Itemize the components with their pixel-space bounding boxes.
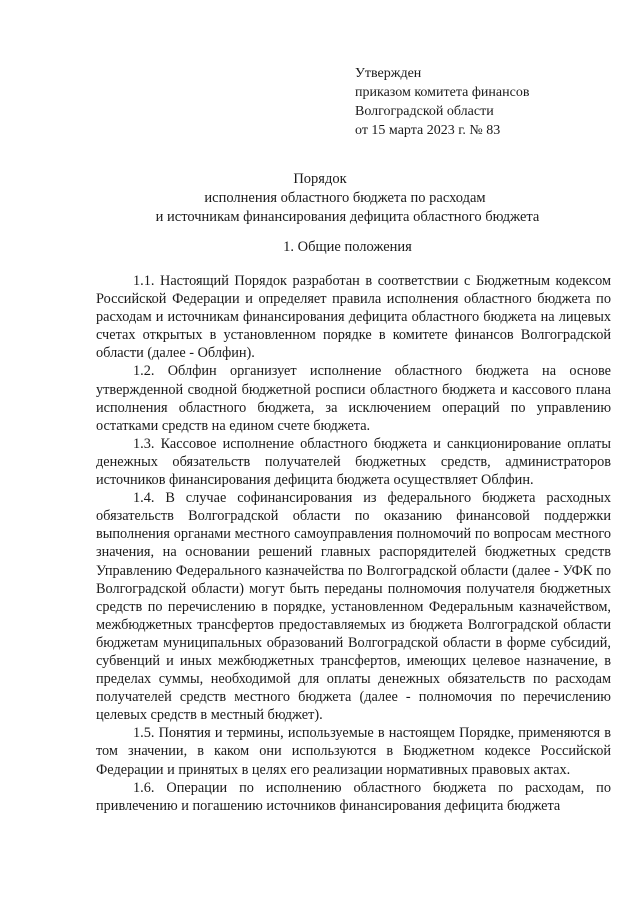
document-body bbox=[96, 272, 611, 815]
approval-line-1: Утвержден bbox=[355, 66, 422, 81]
title-line-3: и источникам финансирования дефицита областного бюджета bbox=[155, 209, 540, 225]
document-title bbox=[0, 170, 640, 227]
section-heading: 1. Общие положения bbox=[283, 239, 412, 255]
paragraph-1-6: 1.6. Операции по исполнению областного бюджета по расходам, по привлечению и погашению источников финансирования дефицита бюджета bbox=[96, 779, 611, 814]
paragraph-1-5: 1.5. Понятия и термины, используемые в настоящем Порядке, применяются в том значении, в каком они используются в Бюджетном кодексе Российской Федерации и принятых в целях его реализации нормативных правовых актах. bbox=[96, 725, 611, 778]
paragraph-1-2: 1.2. Облфин организует исполнение областного бюджета на основе утвержденной сводной бюджетной росписи областного бюджета и кассового плана исполнения областного бюджета, за исключением операций по управлению остатками средств на едином счете бюджета. bbox=[96, 363, 611, 434]
approval-line-3: Волгоградской области bbox=[355, 104, 494, 119]
paragraph-1-4: 1.4. В случае софинансирования из федерального бюджета расходных обязательств Волгоградской области по оказанию финансовой поддержки выполнения органами местного самоуправления полномочий по вопросам местного значения, на основании решений главных распорядителей бюджетных средств Управлению Федерального казначейства по Волгоградской области (далее - УФК по Волгоградской области) могут быть переданы полномочия получателя бюджетных средств по перечислению в порядке, установленном Федеральным казначейством, межбюджетных трансфертов предоставляемых из бюджета Волгоградской области бюджетам муниципальных образований Волгоградской области в форме субсидий, субвенций и иных межбюджетных трансфертов, имеющих целевое назначение, в пределах суммы, необходимой для оплаты денежных обязательств по расходам получателей средств местного бюджета (далее - полномочия по перечислению целевых средств в местный бюджет). bbox=[96, 490, 611, 724]
approval-line-4: от 15 марта 2023 г. № 83 bbox=[355, 123, 501, 138]
title-line-1: Порядок bbox=[293, 171, 347, 187]
paragraph-1-3: 1.3. Кассовое исполнение областного бюджета и санкционирование оплаты денежных обязательств получателей бюджетных средств, администраторов источников финансирования дефицита бюджета осуществляет Облфин. bbox=[96, 435, 611, 489]
approval-line-2: приказом комитета финансов bbox=[355, 85, 530, 100]
paragraph-1-1: 1.1. Настоящий Порядок разработан в соответствии с Бюджетным кодексом Российской Федерации и определяет правила исполнения областного бюджета по расходам и источникам финансирования дефицита областного бюджета на лицевых счетах открытых в установленном порядке в комитете финансов Волгоградской области (далее - Облфин). bbox=[96, 273, 611, 362]
approval-stamp bbox=[355, 64, 529, 140]
title-line-2: исполнения областного бюджета по расходам bbox=[204, 190, 486, 206]
